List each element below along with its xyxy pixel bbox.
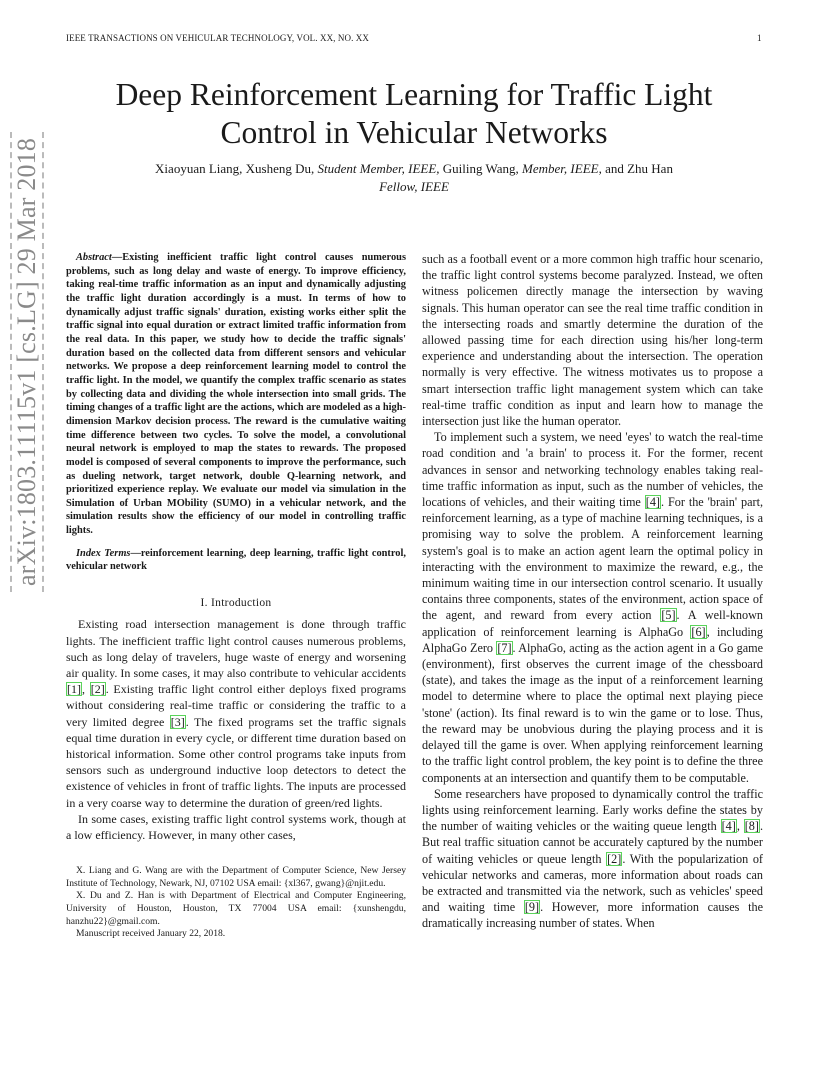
footnotes bbox=[66, 865, 406, 941]
citation-link[interactable]: [4] bbox=[645, 495, 660, 510]
index-terms bbox=[66, 547, 406, 574]
citation-link[interactable]: [6] bbox=[691, 624, 706, 639]
footnote-1: X. Liang and G. Wang are with the Department of Computer Science, New Jersey Institute of Technology, Newark, NJ, 07102 USA email: {xl367, gwang}@njit.edu. bbox=[66, 865, 406, 889]
right-column bbox=[422, 251, 763, 932]
title-line-2: Control in Vehicular Networks bbox=[220, 115, 608, 150]
arxiv-stamp[interactable]: arXiv:1803.11115v1 [cs.LG] 29 Mar 2018 bbox=[10, 132, 44, 592]
title-line-1: Deep Reinforcement Learning for Traffic Light bbox=[115, 77, 713, 112]
author-list bbox=[60, 160, 768, 196]
citation-link[interactable]: [3] bbox=[170, 714, 185, 729]
authors-affil-3: Fellow, IEEE bbox=[379, 179, 449, 194]
authors-names-1: Xiaoyuan Liang, Xusheng Du, bbox=[155, 161, 315, 176]
running-header: IEEE TRANSACTIONS ON VEHICULAR TECHNOLOGY, VOL. XX, NO. XX bbox=[66, 33, 369, 43]
left-column bbox=[66, 251, 406, 941]
intro-paragraph-2: In some cases, existing traffic light control systems work, though at a low efficiency. However, in many other cases, bbox=[66, 811, 406, 842]
abstract-text: —Existing inefficient traffic light control causes numerous problems, such as long delay and waste of energy. To improve efficiency, taking real-time traffic information as an input and dynamically adjusting the traffic light duration accordingly is a must. In terms of how to dynamically adjust traffic signals' duration, existing works either split the traffic signal into equal duration or extract limited traffic information from the real data. In this paper, we study how to decide the traffic signals' duration based on the collected data from different sensors and vehicular networks. We propose a deep reinforcement learning model to control the traffic light. In the model, we quantify the complex traffic scenario as states by collecting data and dividing the whole intersection into small grids. The timing changes of a traffic light are the actions, which are modeled as a high-dimension Markov decision process. The reward is the cumulative waiting time difference between two cycles. To solve the model, a convolutional neural network is employed to map the states to rewards. The proposed model is composed of several components to improve the performance, such as dueling network, target network, double Q-learning network, and prioritized experience replay. We evaluate our model via simulation in the Simulation of Urban MObility (SUMO) in a vehicular network, and the simulation results show the efficiency of our model in controlling traffic lights. bbox=[66, 252, 406, 537]
abstract-label: Abstract bbox=[76, 252, 112, 263]
authors-affil-2: Member, IEEE, bbox=[522, 161, 602, 176]
intro-paragraph-4: To implement such a system, we need 'eyes' to watch the real-time road condition and 'a brain' to process it. For the former, recent advances in sensor and networking technology enables taking real-time traffic information as input, such as the number of vehicles, the locations of vehicles, and their waiting time [4]. For the 'brain' part, reinforcement learning, as a type of machine learning techniques, is a promising way to solve the problem. A reinforcement learning system's goal is to make an action agent learn the optimal policy in interacting with the environment to maximize the reward, e.g., the minimum waiting time in our intersection control scenario. It usually contains three components, states of the environment, action space of the agent, and reward from every action [5]. A well-known application of reinforcement learning is AlphaGo [6], including AlphaGo Zero [7]. AlphaGo, acting as the action agent in a Go game (environment), first observes the current image of the chessboard (state), and takes the image as the input of a reinforcement learning model to determine where to place the optimal next playing piece 'stone' (action). Its final reward is to win the game or to lose. Thus, the reward may be unobvious during the playing process and it is delayed till the game is over. When applying reinforcement learning to the traffic light control problem, the key point is to define the three components at an intersection and quantify them to be computable. bbox=[422, 430, 764, 785]
intro-paragraph-1: Existing road intersection management is done through traffic lights. The inefficient traffic light control causes numerous problems, such as long delay of travelers, huge waste of energy and worsening air quality. In some cases, it may also contribute to vehicular accidents [1], [2]. Existing traffic light control either deploys fixed programs without considering real-time traffic or considering the traffic to a very limited degree [3]. The fixed programs set the traffic signals equal time duration in every cycle, or different time duration based on historical information. Some other control programs take inputs from sensors such as underground inductive loop detectors to detect the existence of vehicles in front of traffic lights. The inputs are processed in a very coarse way to determine the duration of green/red lights. bbox=[66, 617, 407, 810]
page-number: 1 bbox=[757, 33, 762, 43]
footnote-3: Manuscript received January 22, 2018. bbox=[76, 928, 226, 940]
citation-link[interactable]: [7] bbox=[497, 640, 512, 655]
authors-names-2: Guiling Wang, bbox=[442, 161, 519, 176]
citation-link[interactable]: [8] bbox=[744, 819, 759, 834]
intro-paragraph-3: such as a football event or a more common high traffic hour scenario, the traffic light control systems become paralyzed. Instead, we often witness policemen directly manage the intersection by waving signals. This human operator can see the real time traffic condition in the intersecting roads and smartly determine the duration of the allowed passing time for each direction using his/her long-term experience and understanding about the intersection. The operation normally is very effective. The witness motivates us to propose a smart intersection traffic light management system which can take real-time traffic condition as input and learn how to manage the intersection just like the human operator. bbox=[422, 252, 763, 429]
index-terms-text: —reinforcement learning, deep learning, traffic light control, vehicular network bbox=[66, 547, 406, 573]
abstract bbox=[66, 251, 406, 538]
authors-names-3: and Zhu Han bbox=[605, 161, 673, 176]
citation-link[interactable]: [1] bbox=[67, 682, 81, 697]
citation-link[interactable]: [5] bbox=[661, 608, 676, 623]
citation-link[interactable]: [9] bbox=[524, 900, 540, 915]
citation-link[interactable]: [2] bbox=[607, 851, 622, 866]
footnote-2: X. Du and Z. Han is with Department of Electrical and Computer Engineering, University of Houston, Houston, TX 77004 USA email: {xunshengdu, hanzhu22}@gmail.com. bbox=[66, 890, 406, 927]
citation-link[interactable]: [2] bbox=[90, 682, 105, 697]
section-heading-introduction: I. Introduction bbox=[200, 597, 272, 610]
paper-title bbox=[60, 76, 768, 152]
intro-paragraph-5: Some researchers have proposed to dynamically control the traffic lights using reinforcement learning. Early works define the states by the number of waiting vehicles or the waiting queue length [4], [8]. But real traffic situation cannot be accurately captured by the number of waiting vehicles or queue length [2]. With the popularization of vehicular networks and cameras, more information about roads can be extracted and transmitted via the network, such as vehicles' speed and waiting time [9]. However, more information causes the dramatically increasing number of states. When bbox=[422, 786, 764, 931]
authors-affil-1: Student Member, IEEE, bbox=[317, 161, 440, 176]
citation-link[interactable]: [4] bbox=[721, 819, 736, 834]
index-terms-label: Index Terms bbox=[76, 547, 131, 559]
